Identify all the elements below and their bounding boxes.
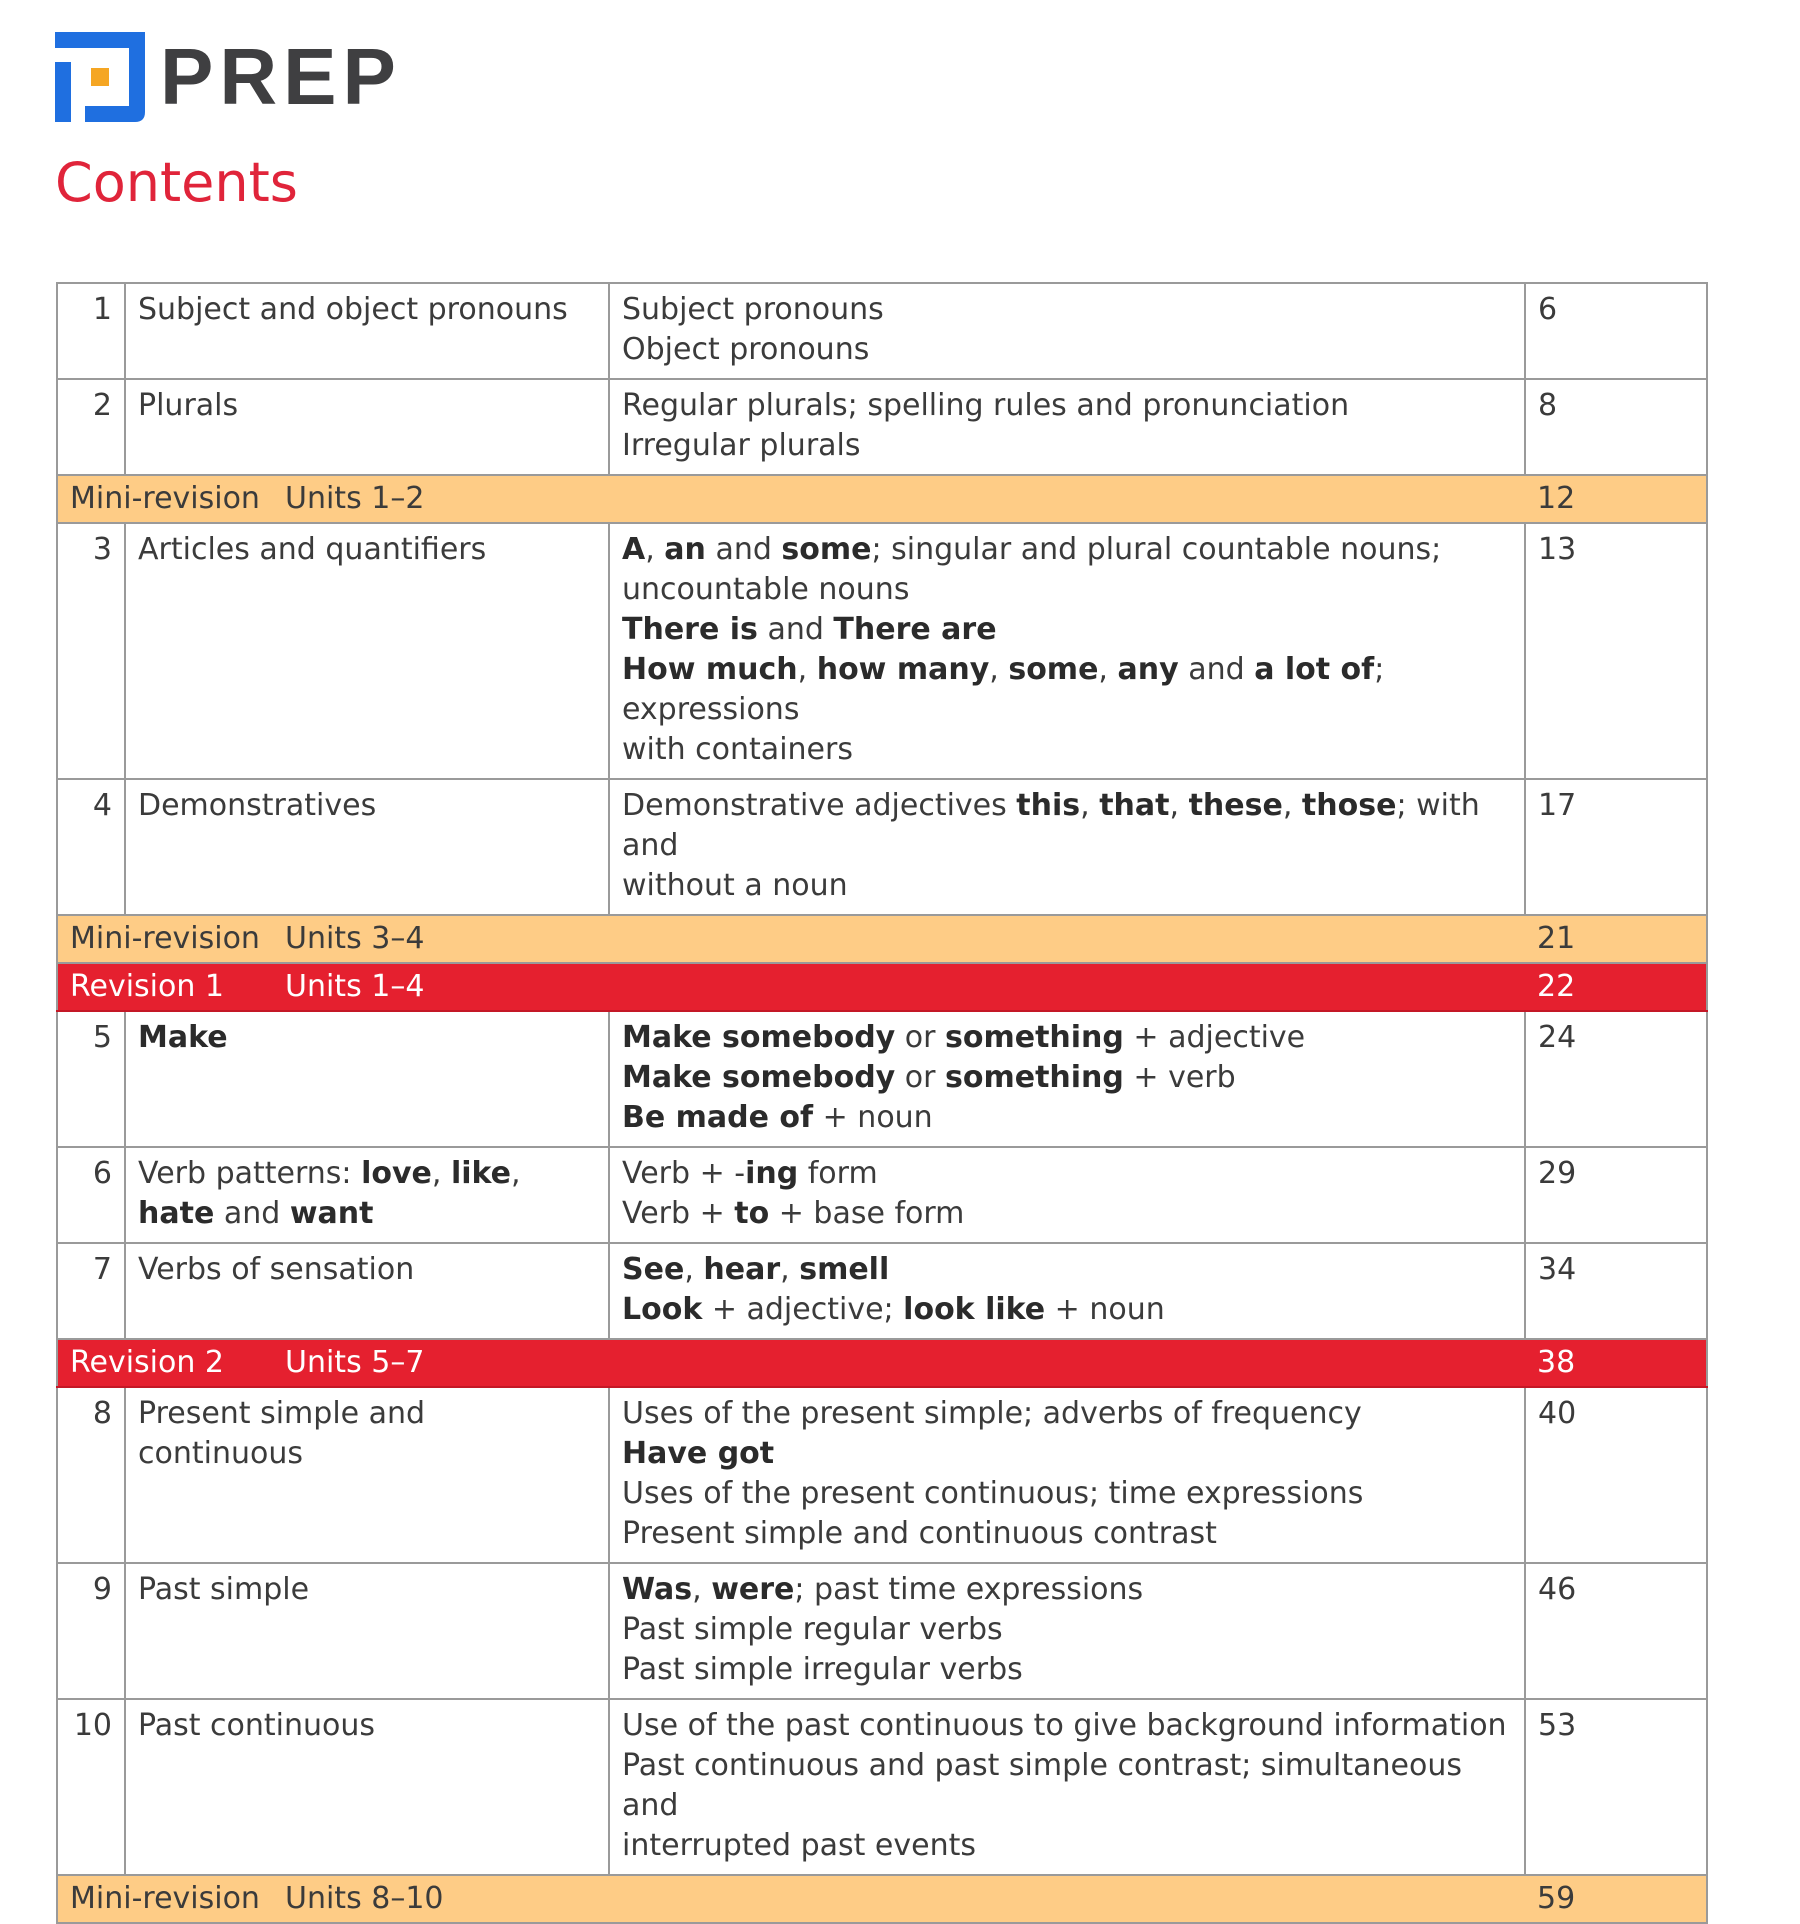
band-units: Units 1–2 [285, 481, 425, 516]
logo-text: PREP [160, 32, 402, 121]
text-segment: and [705, 532, 782, 567]
band-units: Units 3–4 [285, 921, 425, 956]
unit-title [125, 779, 609, 915]
topic-line [622, 1434, 1512, 1474]
band-heading [57, 1339, 1525, 1387]
bold-term: Look [622, 1292, 703, 1327]
topic-line [622, 650, 1512, 730]
unit-number: 10 [57, 1699, 125, 1875]
band-heading [57, 1875, 1525, 1923]
unit-topics [609, 1011, 1525, 1147]
bold-term: want [289, 1196, 374, 1231]
unit-row [57, 379, 1707, 475]
bold-term: A [622, 532, 646, 567]
page-number: 40 [1525, 1387, 1707, 1563]
topic-line [622, 786, 1512, 866]
bold-term: any [1117, 652, 1179, 687]
bold-term: some [1008, 652, 1099, 687]
page-number: 8 [1525, 379, 1707, 475]
contents-table [56, 282, 1708, 1924]
topic-line [622, 386, 1512, 426]
unit-row [57, 1387, 1707, 1563]
bold-term: look like [903, 1292, 1046, 1327]
bold-term: love [361, 1156, 432, 1191]
text-segment: ; past time expressions [794, 1572, 1144, 1607]
text-segment: , [684, 1252, 704, 1287]
topic-line [622, 1194, 1512, 1234]
topic-line [622, 1018, 1512, 1058]
bold-term: hear [703, 1252, 781, 1287]
text-segment: Present simple and continuous [138, 1396, 426, 1471]
text-segment: + base form [769, 1196, 965, 1231]
text-segment: or [895, 1020, 945, 1055]
topic-line [622, 426, 1512, 466]
unit-row [57, 1563, 1707, 1699]
topic-line [622, 1058, 1512, 1098]
topic-line [622, 1098, 1512, 1138]
unit-number: 9 [57, 1563, 125, 1699]
prep-logo-icon [55, 32, 145, 122]
unit-title [125, 283, 609, 379]
text-segment: , [989, 652, 1009, 687]
text-segment: , [511, 1156, 521, 1191]
band-heading [57, 915, 1525, 963]
unit-row [57, 779, 1707, 915]
text-segment: Demonstratives [138, 788, 377, 823]
text-segment: , [1282, 788, 1302, 823]
text-segment: and [1178, 652, 1255, 687]
topic-line [622, 610, 1512, 650]
text-segment: ; singular and plural countable nouns; [871, 532, 1442, 567]
band-label: Revision 2 [70, 1345, 224, 1380]
text-segment: form [798, 1156, 878, 1191]
page-number: 12 [1525, 475, 1707, 523]
unit-topics [609, 1147, 1525, 1243]
bold-term: Make [138, 1020, 228, 1055]
unit-title [125, 1563, 609, 1699]
text-segment: Verb + [622, 1196, 735, 1231]
text-segment: , [1169, 788, 1189, 823]
bold-term: Be made of [622, 1100, 814, 1135]
unit-title [125, 1011, 609, 1147]
topic-line [622, 530, 1512, 570]
text-segment: and [757, 612, 834, 647]
text-segment: Demonstrative adjectives [622, 788, 1017, 823]
page-number: 13 [1525, 523, 1707, 779]
band-label: Mini-revision [70, 921, 260, 956]
unit-topics [609, 1699, 1525, 1875]
text-segment: Articles and quantifiers [138, 532, 487, 567]
unit-title [125, 379, 609, 475]
bold-term: There is [622, 612, 758, 647]
unit-title [125, 1699, 609, 1875]
unit-topics [609, 523, 1525, 779]
topic-line [622, 1154, 1512, 1194]
page-number: 38 [1525, 1339, 1707, 1387]
bold-term: these [1188, 788, 1283, 823]
unit-row [57, 523, 1707, 779]
unit-title [125, 523, 609, 779]
topic-line [622, 1706, 1512, 1746]
text-segment: + noun [813, 1100, 933, 1135]
bold-term: like [450, 1156, 512, 1191]
text-segment: , [692, 1572, 712, 1607]
bold-term: a lot of [1254, 652, 1375, 687]
text-segment: Past continuous and past simple contrast; simultaneous and [622, 1748, 1462, 1823]
unit-number: 5 [57, 1011, 125, 1147]
page-number: 34 [1525, 1243, 1707, 1339]
topic-line [622, 1394, 1512, 1434]
text-segment: Regular plurals; spelling rules and pronunciation [622, 388, 1350, 423]
text-segment: Irregular plurals [622, 428, 861, 463]
page-number: 29 [1525, 1147, 1707, 1243]
page-number: 46 [1525, 1563, 1707, 1699]
topic-line [622, 1826, 1512, 1866]
text-segment: + noun [1045, 1292, 1165, 1327]
topic-line [622, 330, 1512, 370]
page-number: 6 [1525, 283, 1707, 379]
bold-term: Was [622, 1572, 693, 1607]
unit-number: 8 [57, 1387, 125, 1563]
text-segment: with containers [622, 732, 853, 767]
bold-term: How much [622, 652, 798, 687]
text-segment: interrupted past events [622, 1828, 976, 1863]
unit-number: 6 [57, 1147, 125, 1243]
bold-term: See [622, 1252, 685, 1287]
text-segment: Past continuous [138, 1708, 376, 1743]
topic-line [622, 1290, 1512, 1330]
text-segment: Verb patterns: [138, 1156, 362, 1191]
text-segment: ; expressions [622, 652, 1385, 727]
text-segment: , [780, 1252, 800, 1287]
text-segment: Plurals [138, 388, 239, 423]
revision-row [57, 1339, 1707, 1387]
topic-line [622, 866, 1512, 906]
mini-revision-row [57, 475, 1707, 523]
page-number: 24 [1525, 1011, 1707, 1147]
text-segment: Subject pronouns [622, 292, 884, 327]
text-segment: Uses of the present continuous; time expressions [622, 1476, 1364, 1511]
band-label: Mini-revision [70, 1881, 260, 1916]
band-units: Units 5–7 [285, 1345, 425, 1380]
unit-row [57, 1699, 1707, 1875]
bold-term: hate [138, 1196, 215, 1231]
unit-number: 3 [57, 523, 125, 779]
unit-number: 4 [57, 779, 125, 915]
text-segment: Uses of the present simple; adverbs of frequency [622, 1396, 1362, 1431]
bold-term: an [664, 532, 706, 567]
bold-term: ing [745, 1156, 799, 1191]
unit-row [57, 1243, 1707, 1339]
page-number: 21 [1525, 915, 1707, 963]
bold-term: something [945, 1060, 1124, 1095]
band-label: Revision 1 [70, 969, 224, 1004]
text-segment: Present simple and continuous contrast [622, 1516, 1217, 1551]
page-number: 22 [1525, 963, 1707, 1011]
unit-topics [609, 779, 1525, 915]
bold-term: some [781, 532, 872, 567]
bold-term: Have got [622, 1436, 775, 1471]
topic-line [622, 290, 1512, 330]
unit-title [125, 1243, 609, 1339]
text-segment: + adjective [1123, 1020, 1306, 1055]
bold-term: Make somebody [622, 1020, 896, 1055]
unit-topics [609, 379, 1525, 475]
text-segment: Past simple regular verbs [622, 1612, 1003, 1647]
unit-title [125, 1387, 609, 1563]
mini-revision-row [57, 915, 1707, 963]
bold-term: were [711, 1572, 795, 1607]
prep-logo [55, 32, 402, 122]
text-segment: Use of the past continuous to give background information [622, 1708, 1507, 1743]
page-title: Contents [55, 151, 298, 214]
text-segment: and [214, 1196, 290, 1231]
text-segment: or [895, 1060, 945, 1095]
text-segment: + verb [1123, 1060, 1236, 1095]
text-segment: , [1080, 788, 1100, 823]
unit-topics [609, 1387, 1525, 1563]
mini-revision-row [57, 1875, 1707, 1923]
topic-line [622, 730, 1512, 770]
bold-term: There are [833, 612, 997, 647]
bold-term: this [1016, 788, 1081, 823]
topic-line [622, 1746, 1512, 1826]
topic-line [622, 570, 1512, 610]
text-segment: uncountable nouns [622, 572, 910, 607]
topic-line [622, 1610, 1512, 1650]
text-segment: , [431, 1156, 451, 1191]
unit-topics [609, 1563, 1525, 1699]
page-number: 53 [1525, 1699, 1707, 1875]
unit-title [125, 1147, 609, 1243]
unit-topics [609, 283, 1525, 379]
bold-term: that [1099, 788, 1170, 823]
topic-line [622, 1650, 1512, 1690]
band-heading [57, 963, 1525, 1011]
band-heading [57, 475, 1525, 523]
text-segment: ; with and [622, 788, 1480, 863]
unit-number: 1 [57, 283, 125, 379]
text-segment: , [645, 532, 665, 567]
band-units: Units 8–10 [285, 1881, 444, 1916]
unit-row [57, 1011, 1707, 1147]
topic-line [622, 1250, 1512, 1290]
text-segment: Verbs of sensation [138, 1252, 415, 1287]
text-segment: Past simple [138, 1572, 310, 1607]
bold-term: something [945, 1020, 1124, 1055]
bold-term: to [734, 1196, 770, 1231]
page-number: 17 [1525, 779, 1707, 915]
text-segment: without a noun [622, 868, 848, 903]
page-number: 59 [1525, 1875, 1707, 1923]
unit-topics [609, 1243, 1525, 1339]
text-segment: Subject and object pronouns [138, 292, 568, 327]
bold-term: how many [816, 652, 990, 687]
text-segment: Object pronouns [622, 332, 870, 367]
text-segment: Past simple irregular verbs [622, 1652, 1023, 1687]
topic-line [622, 1474, 1512, 1514]
bold-term: Make somebody [622, 1060, 896, 1095]
unit-number: 7 [57, 1243, 125, 1339]
bold-term: smell [799, 1252, 890, 1287]
unit-row [57, 283, 1707, 379]
unit-number: 2 [57, 379, 125, 475]
topic-line [622, 1514, 1512, 1554]
band-units: Units 1–4 [285, 969, 425, 1004]
text-segment: , [1098, 652, 1118, 687]
bold-term: those [1301, 788, 1397, 823]
unit-row [57, 1147, 1707, 1243]
band-label: Mini-revision [70, 481, 260, 516]
revision-row [57, 963, 1707, 1011]
topic-line [622, 1570, 1512, 1610]
text-segment: Verb + - [622, 1156, 746, 1191]
text-segment: + adjective; [702, 1292, 904, 1327]
text-segment: , [797, 652, 817, 687]
